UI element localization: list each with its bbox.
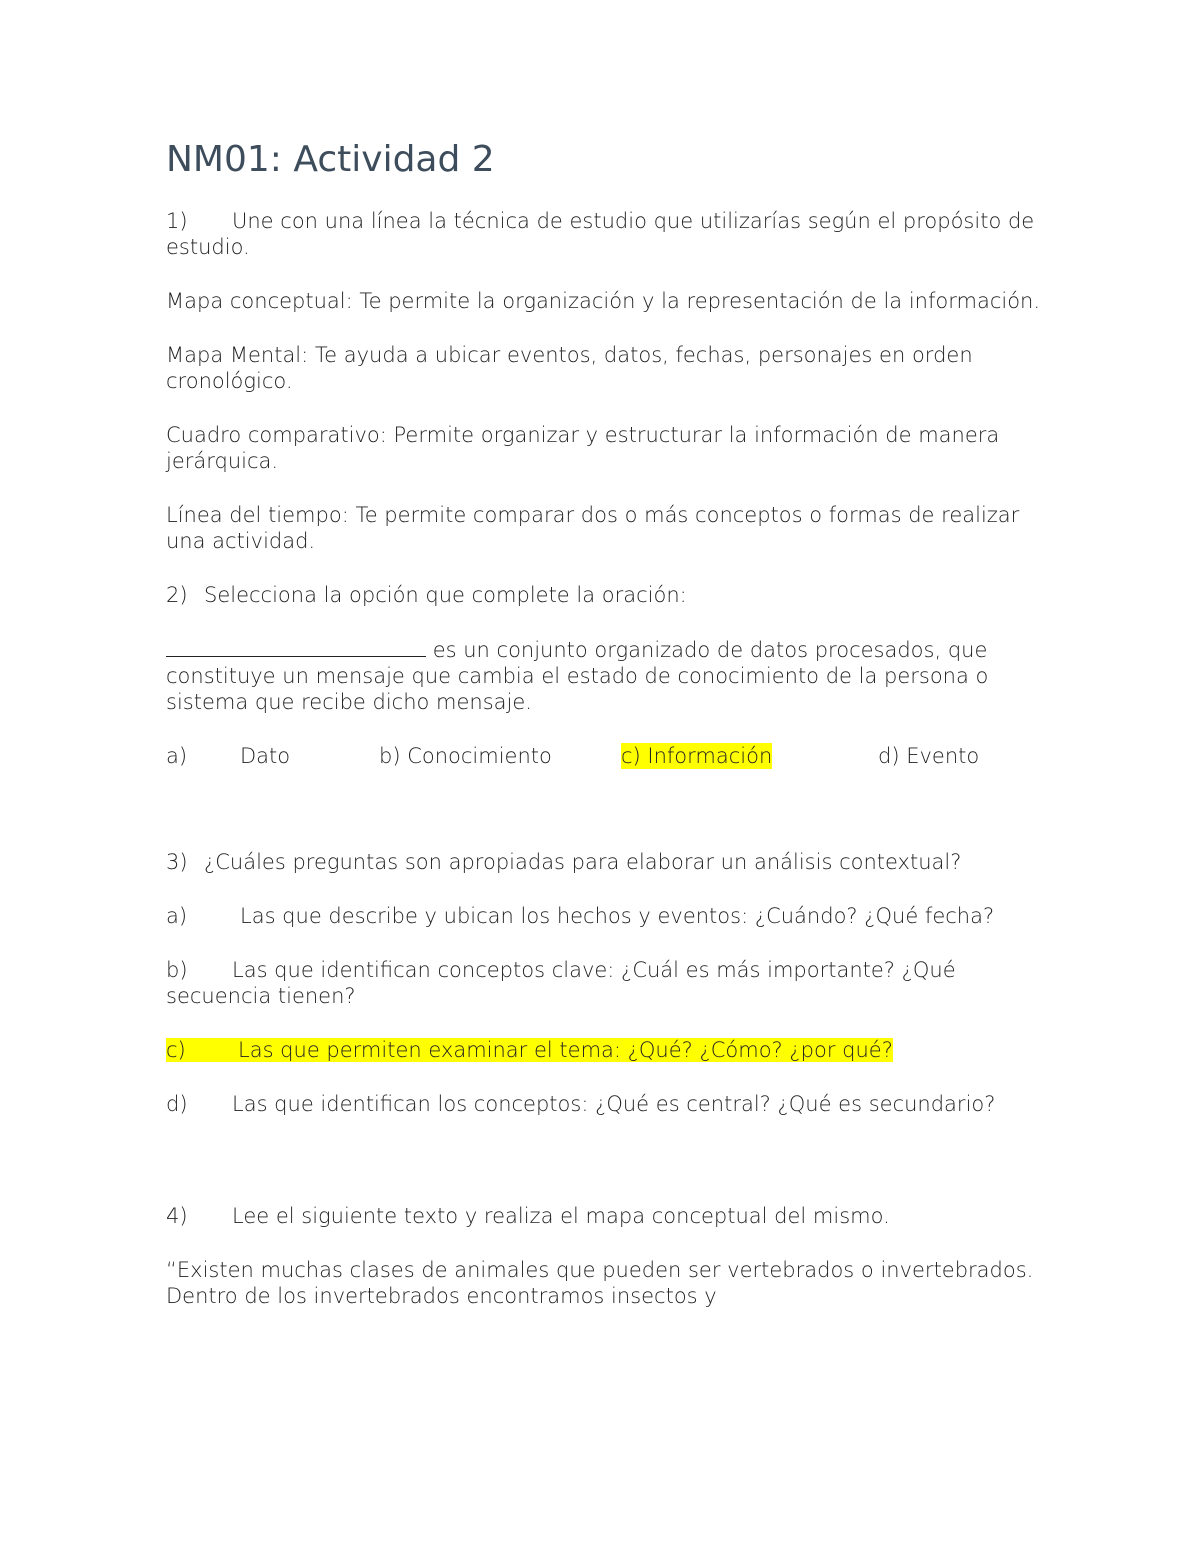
question-2-number: 2) [166, 583, 188, 607]
q2-option-d: d) Evento [878, 744, 980, 768]
page-title: NM01: Actividad 2 [166, 139, 495, 180]
question-4 [166, 1203, 1046, 1229]
q4-quote: “Existen muchas clases de animales que pueden ser vertebrados o invertebrados. Dentro de los invertebrados encontramos insectos y [166, 1258, 1034, 1308]
fill-in-blank [166, 636, 426, 657]
question-3-text: ¿Cuáles preguntas son apropiadas para elaborar un análisis contextual? [204, 850, 962, 874]
question-4-number: 4) [166, 1204, 188, 1228]
question-4-text: Lee el siguiente texto y realiza el mapa conceptual del mismo. [232, 1204, 890, 1228]
question-3-number: 3) [166, 850, 188, 874]
q3-option-a-text: Las que describe y ubican los hechos y eventos: ¿Cuándo? ¿Qué fecha? [240, 904, 995, 928]
q3-option-c-label: c) [166, 1038, 186, 1062]
document-content [166, 140, 1046, 1337]
question-2 [166, 582, 1046, 608]
question-3 [166, 849, 1046, 875]
question-1 [166, 208, 1046, 260]
q2-option-c-highlighted: c) Información [621, 744, 773, 768]
q2-sentence [166, 636, 1046, 715]
q3-option-c-highlighted [166, 1038, 893, 1062]
q3-option-a [166, 903, 1046, 929]
q1-item-mapa-mental: Mapa Mental: Te ayuda a ubicar eventos, datos, fechas, personajes en orden cronológico. [166, 343, 973, 393]
question-2-text: Selecciona la opción que complete la oración: [204, 583, 687, 607]
q3-option-d-label: d) [166, 1092, 188, 1116]
question-1-number: 1) [166, 209, 188, 233]
q3-option-d-text: Las que identifican los conceptos: ¿Qué es central? ¿Qué es secundario? [232, 1092, 996, 1116]
q3-option-b [166, 957, 1046, 1009]
q3-option-c-text: Las que permiten examinar el tema: ¿Qué? ¿Cómo? ¿por qué? [238, 1038, 893, 1062]
q3-option-b-label: b) [166, 958, 188, 982]
q2-option-a-text: Dato [240, 744, 291, 768]
q3-option-b-text: Las que identifican conceptos clave: ¿Cuál es más importante? ¿Qué secuencia tienen? [166, 958, 956, 1008]
q1-item-linea-del-tiempo: Línea del tiempo: Te permite comparar dos o más conceptos o formas de realizar una actividad. [166, 503, 1020, 553]
q3-option-a-label: a) [166, 904, 188, 928]
q2-option-a-label: a) [166, 744, 188, 768]
q1-item-cuadro-comparativo: Cuadro comparativo: Permite organizar y estructurar la información de manera jerárquica. [166, 423, 1000, 473]
q2-option-b: b) Conocimiento [379, 744, 552, 768]
q2-sentence-text: es un conjunto organizado de datos procesados, que constituye un mensaje que cambia el estado de conocimiento de la persona o sistema que recibe dicho mensaje. [166, 638, 989, 714]
q1-item-mapa-conceptual: Mapa conceptual: Te permite la organización y la representación de la información. [166, 289, 1041, 313]
q2-options [166, 743, 1046, 769]
question-1-text: Une con una línea la técnica de estudio que utilizarías según el propósito de estudio. [166, 209, 1035, 259]
q3-option-c [166, 1037, 1046, 1063]
q3-option-d [166, 1091, 1046, 1117]
